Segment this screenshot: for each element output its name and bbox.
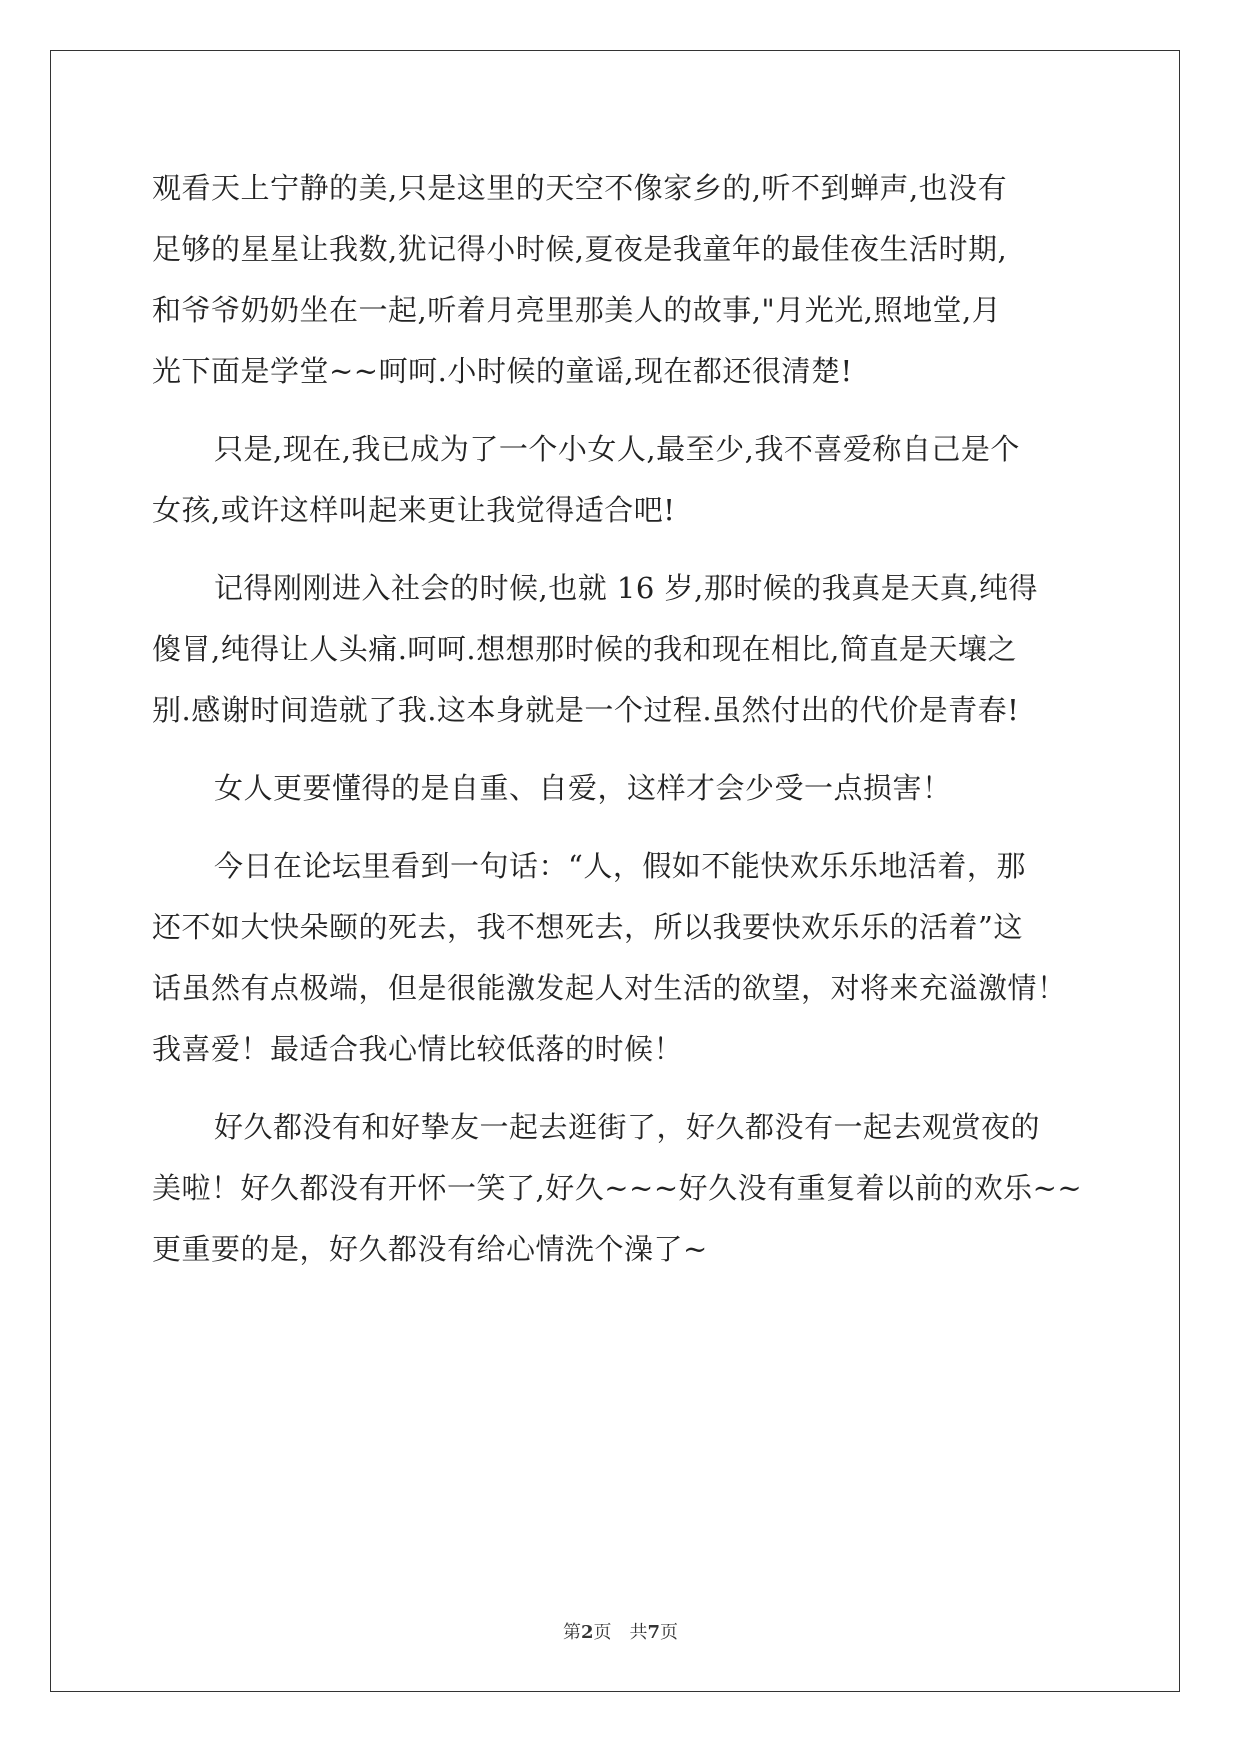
text-line: 女孩,或许这样叫起来更让我觉得适合吧! — [152, 493, 676, 527]
total-suffix: 页 — [660, 1622, 679, 1643]
document-body — [152, 158, 1082, 1280]
paragraph-start: 记得刚刚进入社会的时候,也就 16 岁,那时候的我真是天真,纯得 — [214, 571, 1038, 605]
text-line: 足够的星星让我数,犹记得小时候,夏夜是我童年的最佳夜生活时期, — [152, 232, 1008, 266]
paragraph-start: 只是,现在,我已成为了一个小女人,最至少,我不喜爱称自己是个 — [214, 432, 1020, 466]
total-prefix: 共 — [629, 1622, 648, 1643]
text-line: 更重要的是，好久都没有给心情洗个澡了~ — [152, 1232, 708, 1266]
page-prefix: 第 — [562, 1622, 581, 1643]
paragraph-start: 好久都没有和好挚友一起去逛街了，好久都没有一起去观赏夜的 — [214, 1110, 1041, 1144]
paragraph-start: 女人更要懂得的是自重、自爱，这样才会少受一点损害！ — [214, 771, 952, 805]
text-line: 别.感谢时间造就了我.这本身就是一个过程.虽然付出的代价是青春! — [152, 693, 1020, 727]
text-line: 光下面是学堂~~呵呵.小时候的童谣,现在都还很清楚! — [152, 354, 853, 388]
page-suffix: 页 — [593, 1622, 612, 1643]
text-line: 傻冒,纯得让人头痛.呵呵.想想那时候的我和现在相比,简直是天壤之 — [152, 632, 1017, 666]
page-footer — [0, 1618, 1241, 1644]
total-page-count: 7 — [647, 1622, 661, 1643]
text-line: 话虽然有点极端，但是很能激发起人对生活的欲望，对将来充溢激情！ — [152, 971, 1067, 1005]
text-line: 观看天上宁静的美,只是这里的天空不像家乡的,听不到蝉声,也没有 — [152, 171, 1008, 205]
current-page-number: 2 — [580, 1622, 594, 1643]
text-line: 和爷爷奶奶坐在一起,听着月亮里那美人的故事,"月光光,照地堂,月 — [152, 293, 1002, 327]
text-line: 美啦！好久都没有开怀一笑了,好久~~~好久没有重复着以前的欢乐~~ — [152, 1171, 1083, 1205]
paragraph-start: 今日在论坛里看到一句话：“人，假如不能快欢乐乐地活着，那 — [214, 849, 1026, 883]
text-line: 还不如大快朵颐的死去，我不想死去，所以我要快欢乐乐的活着”这 — [152, 910, 1023, 944]
text-line: 我喜爱！最适合我心情比较低落的时候！ — [152, 1032, 684, 1066]
